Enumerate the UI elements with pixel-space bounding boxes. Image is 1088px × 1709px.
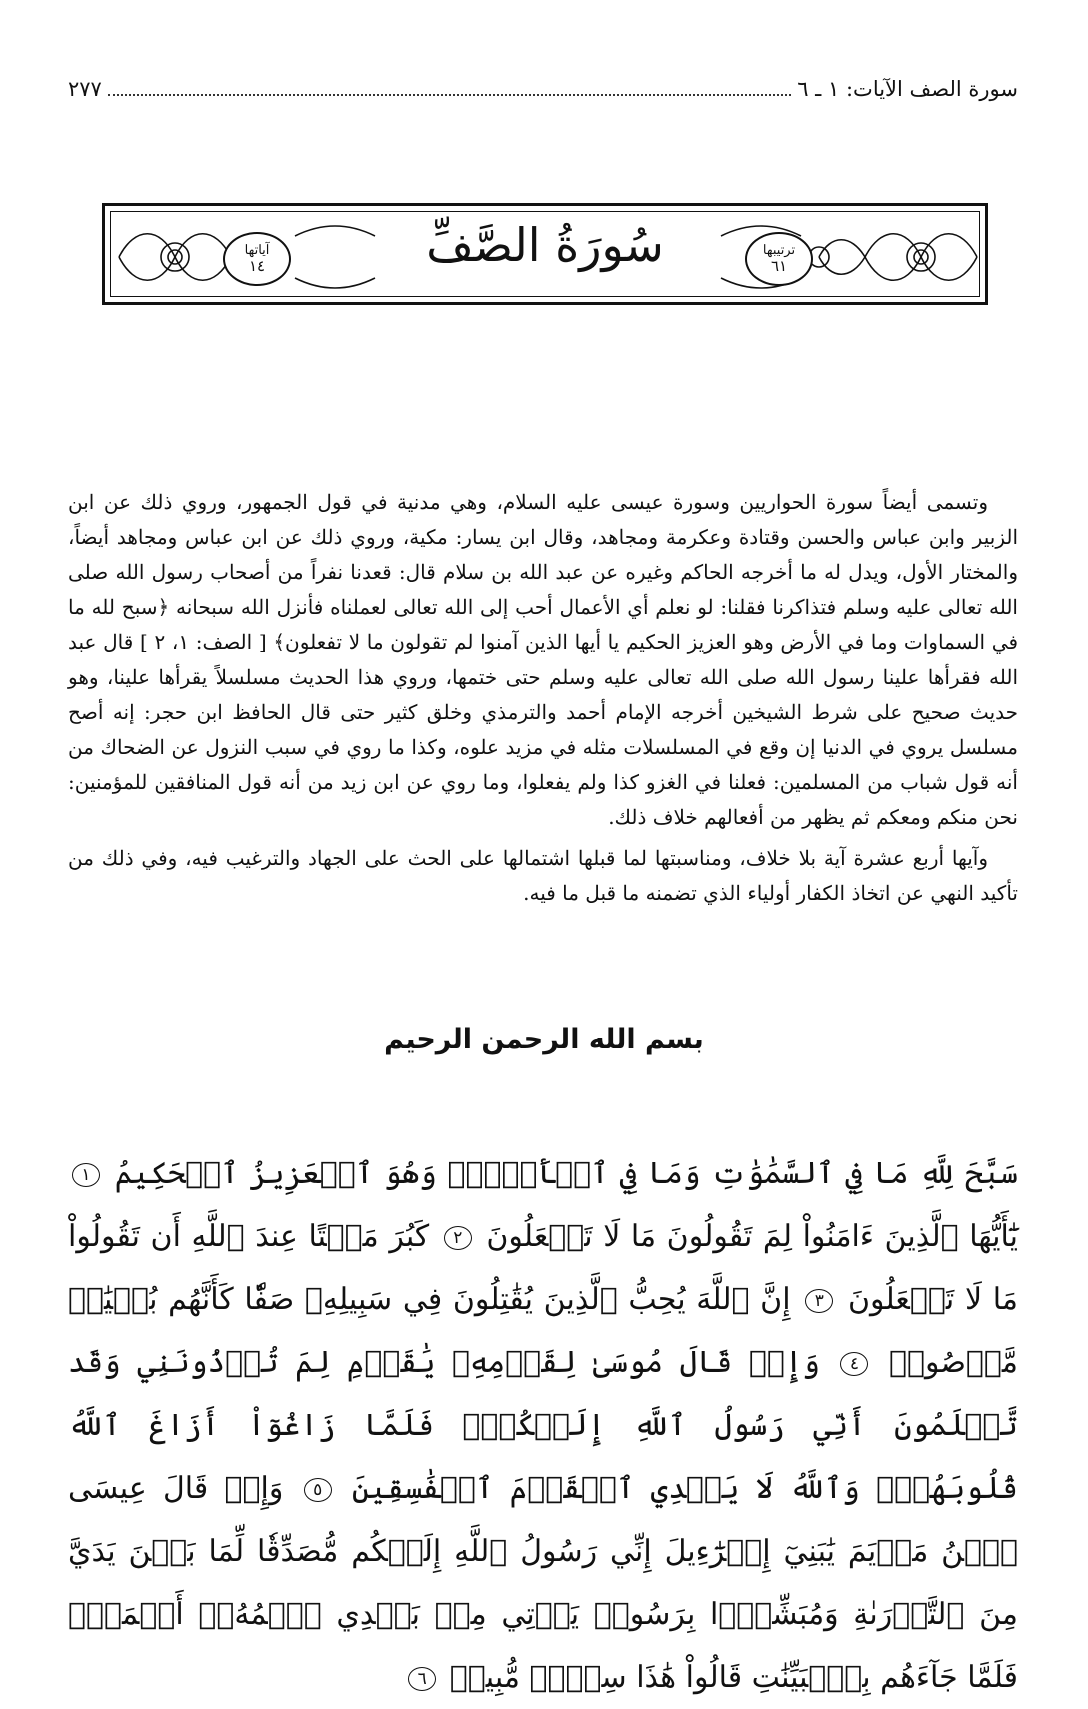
verses-count-medallion bbox=[223, 232, 291, 286]
verse-text: إِنَّ ٱللَّهَ يُحِبُّ ٱلَّذِينَ يُقَٰتِلُونَ فِي سَبِيلِهِۦ صَفّٗا كَأَنَّهُم بُنۡيَٰنٞ مَّرۡصُوصٞ bbox=[68, 1282, 1018, 1380]
verse-number-marker: ٥ bbox=[304, 1478, 332, 1502]
surah-banner bbox=[102, 203, 988, 305]
verse-text: سَبَّحَ لِلَّهِ مَا فِي ٱلسَّمَٰوَٰتِ وَمَا فِي ٱلۡأَرۡضِۖ وَهُوَ ٱلۡعَزِيزُ ٱلۡحَكِيمُ bbox=[104, 1156, 1018, 1191]
order-label: ترتيبها bbox=[762, 242, 796, 258]
verse-number-marker: ٦ bbox=[408, 1667, 436, 1691]
quran-verses bbox=[68, 1142, 1018, 1709]
verse-text: وَإِذۡ قَالَ عِيسَى ٱبۡنُ مَرۡيَمَ يَٰبَنِيٓ إِسۡرَٰٓءِيلَ إِنِّي رَسُولُ ٱللَّهِ إِلَيۡكُم مُّصَدِّقٗا لِّمَا بَيۡنَ يَدَيَّ مِنَ ٱلتَّوۡرَىٰةِ وَمُبَشِّرَۢا بِرَسُولٖ يَأۡتِي مِنۢ بَعۡدِي ٱسۡمُهُۥٓ أَحۡمَدُۖ فَلَمَّا جَآءَهُم بِٱلۡبَيِّنَٰتِ قَالُواْ هَٰذَا سِحۡرٞ مُّبِينٞ bbox=[68, 1471, 1018, 1695]
running-header bbox=[68, 72, 1018, 106]
intro-paragraph: وآيها أربع عشرة آية بلا خلاف، ومناسبتها لما قبلها اشتمالها على الحث على الجهاد والترغيب فيه، وفي ذلك من تأكيد النهي عن اتخاذ الكفار أولياء الذي تضمنه ما قبل ما فيه. bbox=[68, 846, 1018, 905]
intro-paragraph: وتسمى أيضاً سورة الحواريين وسورة عيسى عليه السلام، وهي مدنية في قول الجمهور، وروي ذلك عن ابن الزبير وابن عباس والحسن وقتادة وعكرمة ومجاهد، وقال ابن يسار: مكية، وروي ذلك عن ابن عباس ومجاهد أيضاً، والمختار الأول، ويدل له ما أخرجه الحاكم وغيره عن عبد الله بن سلام قال: قعدنا نفراً من أصحاب رسول الله صلى الله تعالى عليه وسلم فتذاكرنا فقلنا: لو نعلم أي الأعمال أحب إلى الله تعالى لعملناه فأنزل الله سبحانه ﴿سبح لله ما في السماوات وما في الأرض وهو العزيز الحكيم يا أيها الذين آمنوا لم تقولون ما لا تفعلون﴾ [ الصف: ١، ٢ ] قال عبد الله فقرأها علينا رسول الله صلى الله تعالى عليه وسلم حتى ختمها، وروي هذا الحديث مسلسلاً يقرأها علينا، وهو حديث صحيح على شرط الشيخين أخرجه الإمام أحمد والترمذي وخلق كثير حتى قال الحافظ ابن حجر: إنه أصح مسلسل يروي في الدنيا إن وقع في المسلسلات مثله في مزيد علوه، وكذا ما روي في سبب النزول عن الضحاك من أنه قول شباب من المسلمين: فعلنا في الغزو كذا ولم يفعلوا، وما روي عن ابن زيد من أنه قول المنافقين للمؤمنين: نحن منكم ومعكم ثم يظهر من أفعالهم خلاف ذلك. bbox=[68, 490, 1019, 829]
dot-leader bbox=[108, 92, 791, 96]
intro-text bbox=[68, 485, 1018, 911]
order-medallion bbox=[745, 232, 813, 286]
running-title: سورة الصف الآيات: ١ ـ ٦ bbox=[797, 77, 1018, 101]
basmala-heading: بسم الله الرحمن الرحيم bbox=[384, 1024, 704, 1055]
page-number: ٢٧٧ bbox=[68, 77, 102, 101]
verse-number-marker: ٤ bbox=[840, 1352, 868, 1376]
verse-text: وَإِذۡ قَالَ مُوسَىٰ لِقَوۡمِهِۦ يَٰقَوۡمِ لِمَ تُؤۡذُونَنِي وَقَد تَّعۡلَمُونَ أَنِّي رَسُولُ ٱللَّهِ إِلَيۡكُمۡۖ فَلَمَّا زَاغُوٓاْ أَزَاغَ ٱللَّهُ قُلُوبَهُمۡۚ وَٱللَّهُ لَا يَهۡدِي ٱلۡقَوۡمَ ٱلۡفَٰسِقِينَ bbox=[68, 1345, 1019, 1506]
verse-number-marker: ١ bbox=[72, 1163, 100, 1187]
surah-title: سُورَةُ الصَّفِّ bbox=[396, 218, 694, 272]
verse-text: كَبُرَ مَقۡتًا عِندَ ٱللَّهِ أَن تَقُولُواْ مَا لَا تَفۡعَلُونَ bbox=[68, 1219, 1018, 1317]
verses-value: ١٤ bbox=[248, 256, 266, 275]
order-value: ٦١ bbox=[770, 256, 788, 275]
verse-number-marker: ٢ bbox=[444, 1226, 472, 1250]
verse-number-marker: ٣ bbox=[805, 1289, 833, 1313]
verse-text: يَٰٓأَيُّهَا ٱلَّذِينَ ءَامَنُواْ لِمَ تَقُولُونَ مَا لَا تَفۡعَلُونَ bbox=[475, 1219, 1019, 1254]
verses-label: آياتها bbox=[244, 242, 270, 258]
